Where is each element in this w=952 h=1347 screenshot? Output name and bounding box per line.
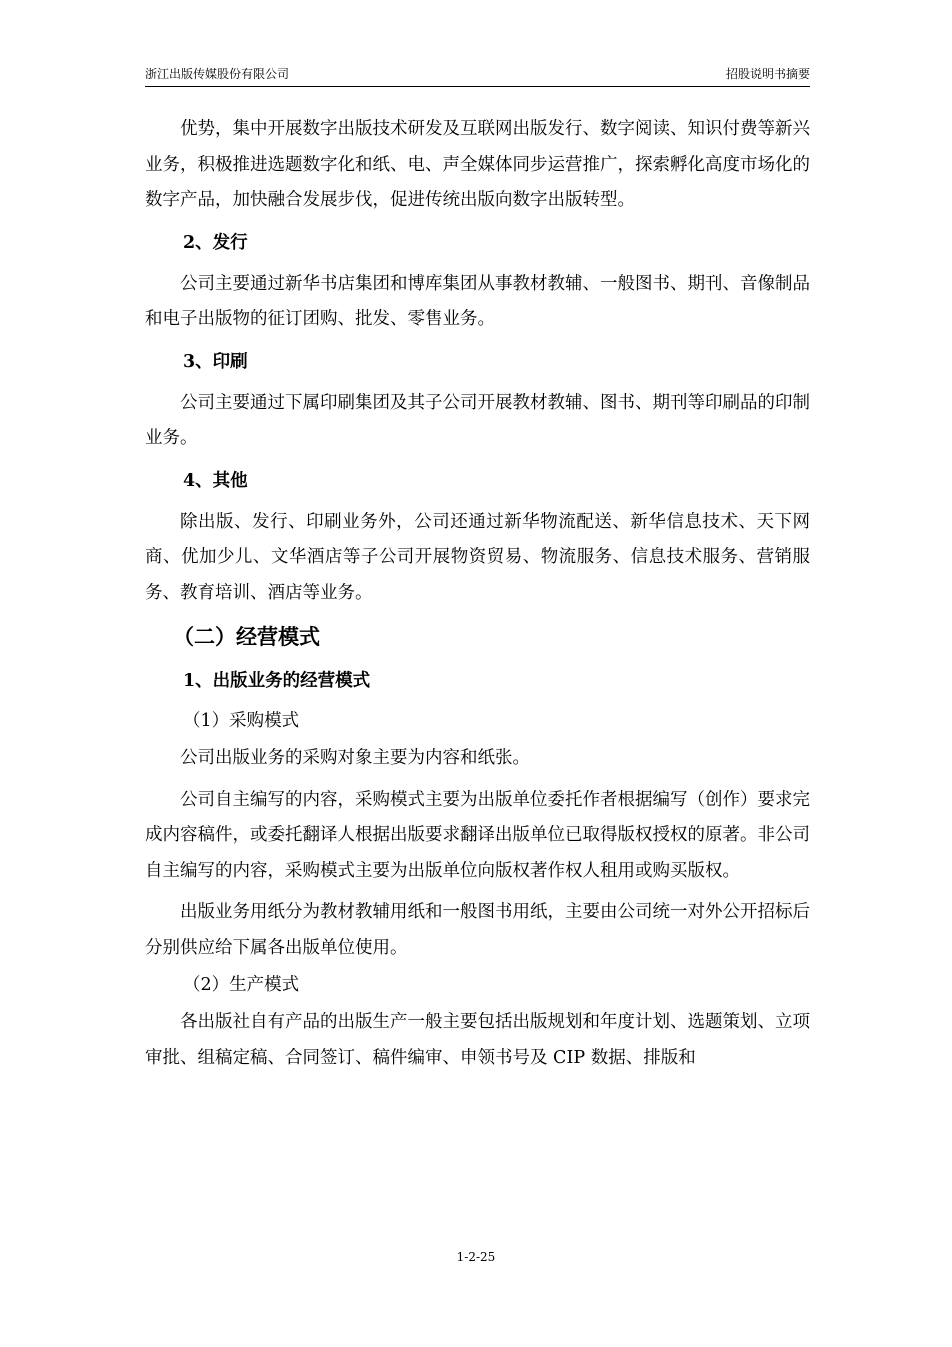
section-heading-publishing-model: 1、出版业务的经营模式 (183, 671, 371, 691)
paragraph: 出版业务用纸分为教材教辅用纸和一般图书用纸，主要由公司统一对外公开招标后分别供应给下属各出版单位使用。 (145, 902, 810, 958)
section-heading-business-model: （二）经营模式 (173, 624, 320, 649)
page-number: 1-2-25 (456, 1250, 496, 1264)
paragraph: 公司出版业务的采购对象主要为内容和纸张。 (180, 748, 530, 768)
header-doc-title: 招股说明书摘要 (725, 67, 810, 81)
document-body (145, 112, 810, 1076)
subheading-procurement: （1）采购模式 (183, 711, 300, 731)
section-heading-printing: 3、印刷 (183, 351, 248, 372)
paragraph: 除出版、发行、印刷业务外，公司还通过新华物流配送、新华信息技术、天下网商、优加少儿、文华酒店等子公司开展物资贸易、物流服务、信息技术服务、营销服务、教育培训、酒店等业务。 (145, 511, 810, 603)
paragraph: 公司自主编写的内容，采购模式主要为出版单位委托作者根据编写（创作）要求完成内容稿件，或委托翻译人根据出版要求翻译出版单位已取得版权授权的原著。非公司自主编写的内容，采购模式主要为出版单位向版权著作权人租用或购买版权。 (145, 789, 810, 881)
paragraph: 公司主要通过新华书店集团和博库集团从事教材教辅、一般图书、期刊、音像制品和电子出版物的征订团购、批发、零售业务。 (145, 273, 810, 329)
paragraph: 公司主要通过下属印刷集团及其子公司开展教材教辅、图书、期刊等印刷品的印制业务。 (145, 392, 810, 448)
section-heading-other: 4、其他 (183, 470, 248, 491)
paragraph: 优势，集中开展数字出版技术研发及互联网出版发行、数字阅读、知识付费等新兴业务，积极推进选题数字化和纸、电、声全媒体同步运营推广，探索孵化高度市场化的数字产品，加快融合发展步伐，促进传统出版向数字出版转型。 (145, 119, 810, 210)
subheading-production: （2）生产模式 (183, 975, 300, 995)
section-heading-distribution: 2、发行 (183, 232, 248, 253)
header-company: 浙江出版传媒股份有限公司 (145, 67, 290, 81)
header-rule (145, 86, 810, 87)
paragraph: 各出版社自有产品的出版生产一般主要包括出版规划和年度计划、选题策划、立项审批、组稿定稿、合同签订、稿件编审、申领书号及 CIP 数据、排版和 (145, 1012, 810, 1068)
page-header (145, 66, 810, 86)
